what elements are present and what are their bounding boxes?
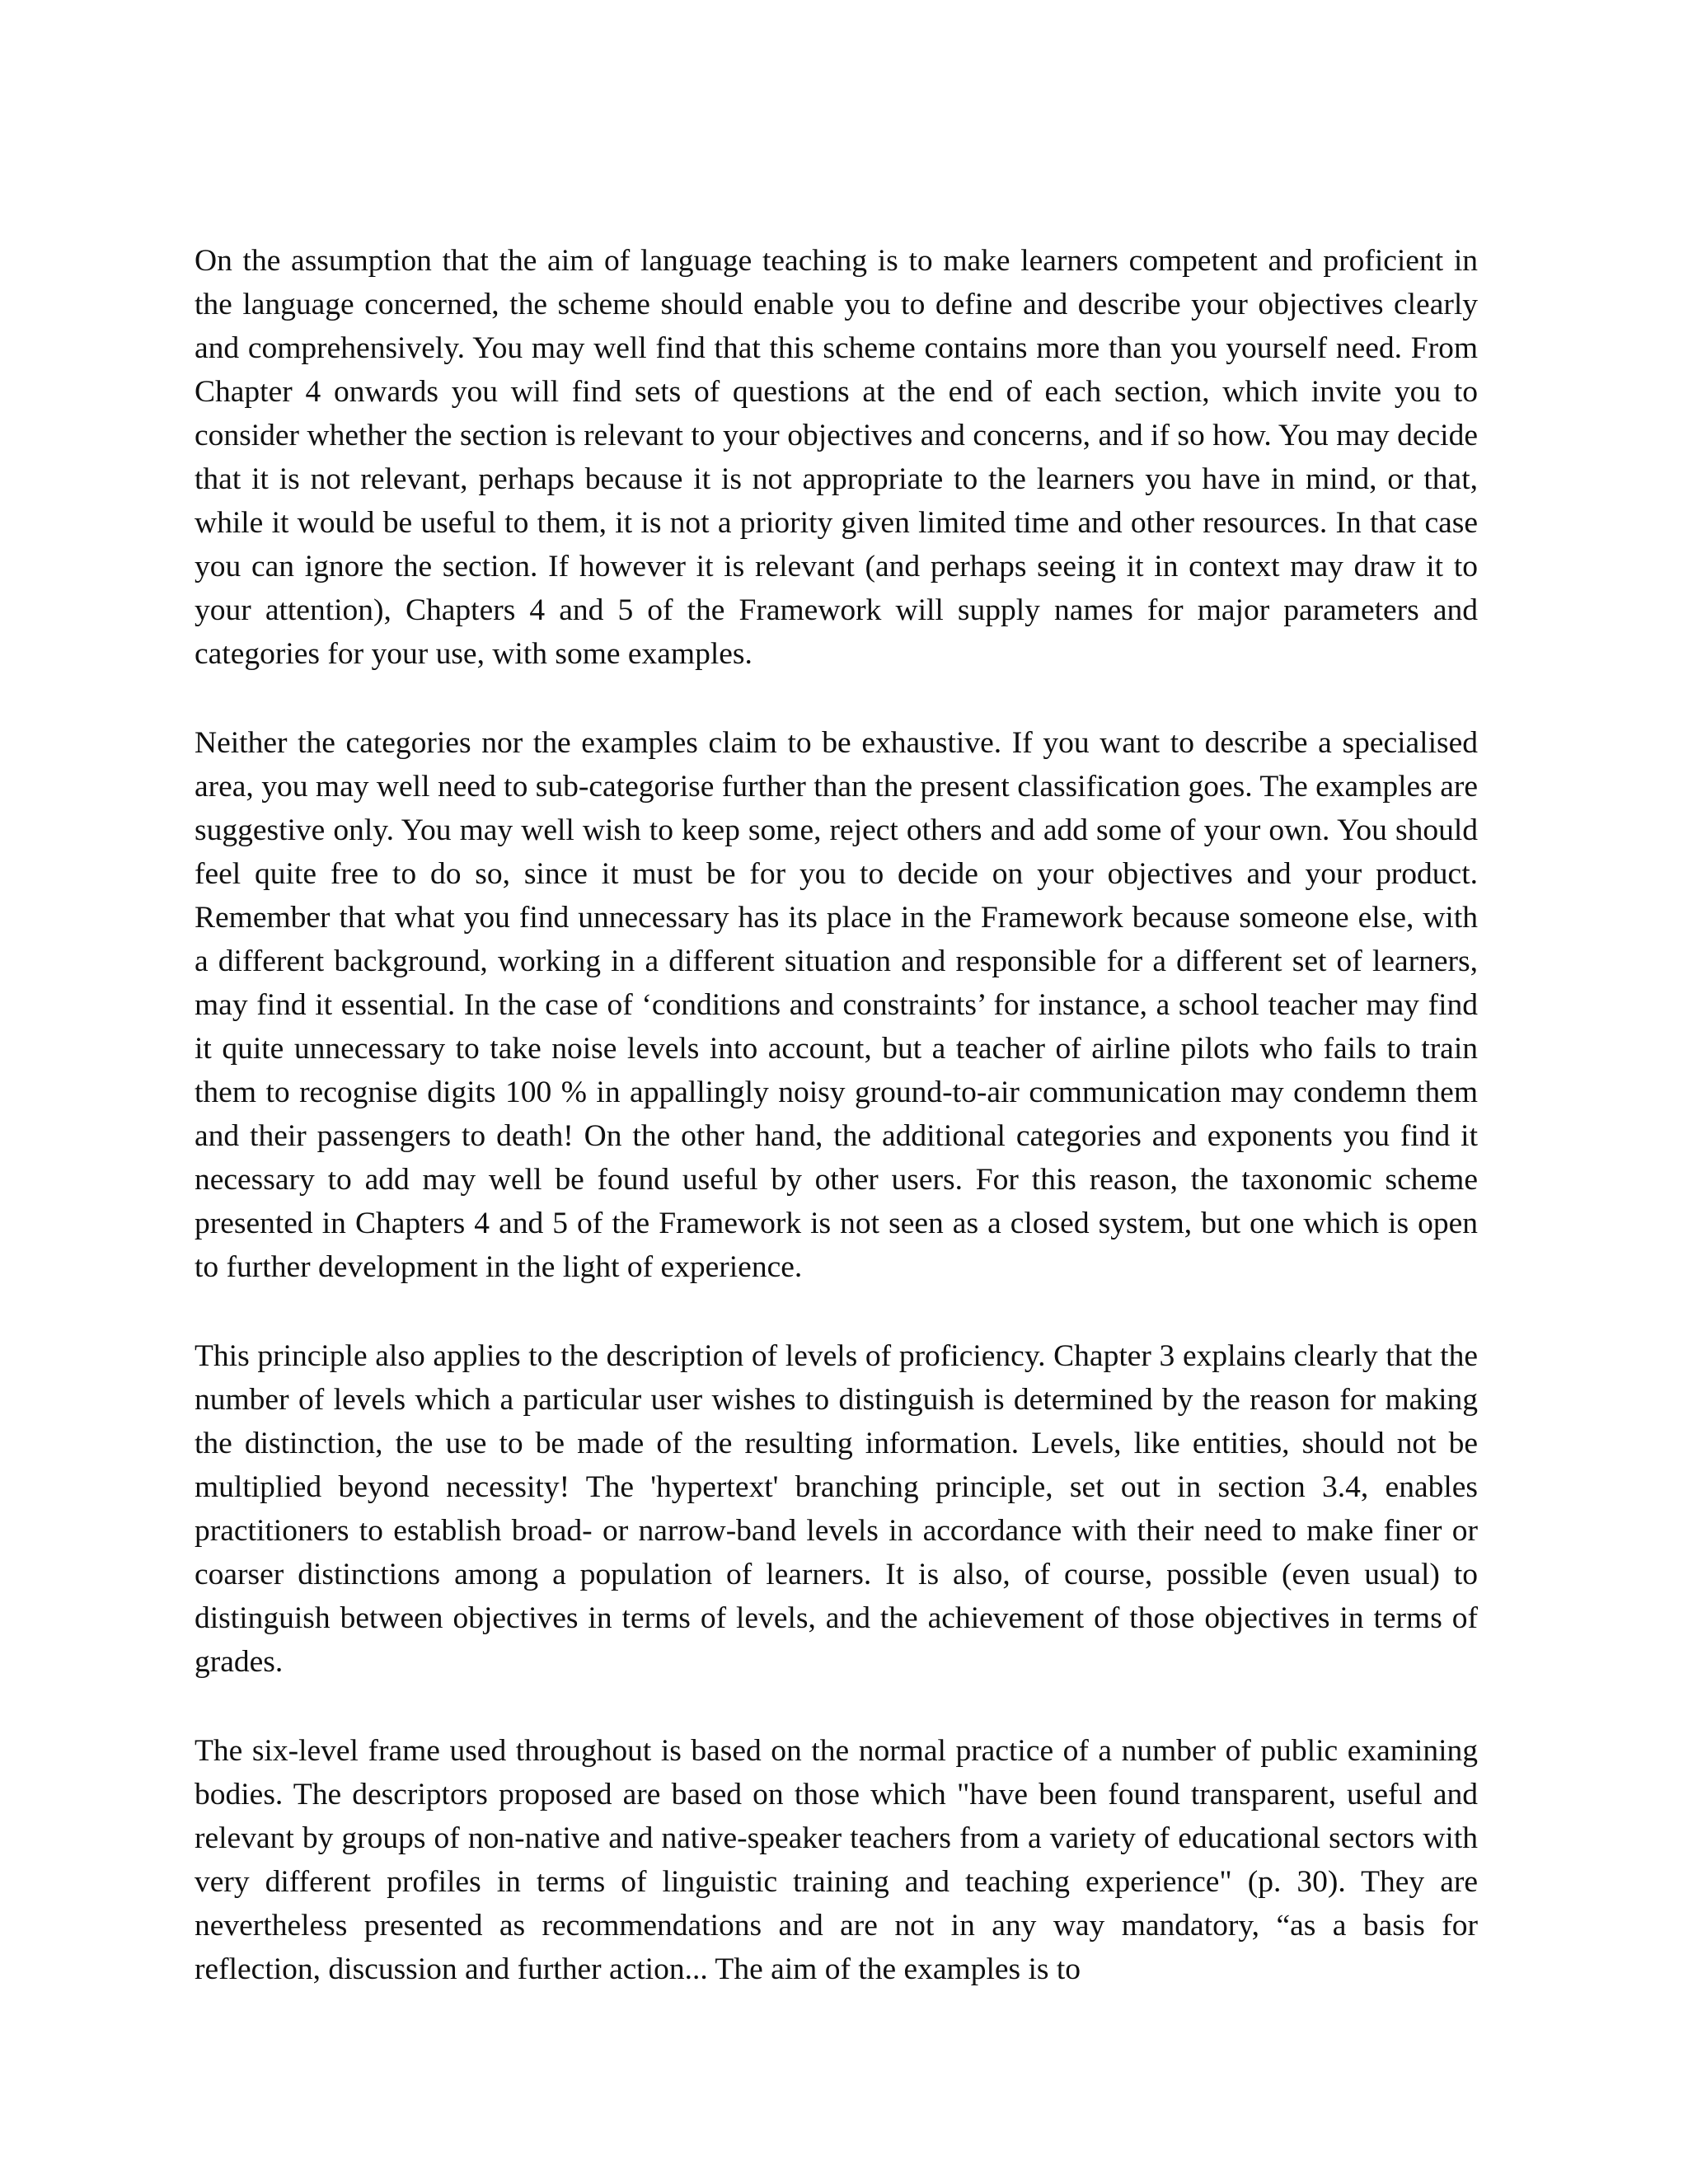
paragraph-objectives: On the assumption that the aim of language teaching is to make learners competent and proficient in the language concerned, the scheme should enable you to define and describe your objectives clearly and comprehensively. You may well find that this scheme contains more than you yourself need. From Chapter 4 onwards you will find sets of questions at the end of each section, which invite you to consider whether the section is relevant to your objectives and concerns, and if so how. You may decide that it is not relevant, perhaps because it is not appropriate to the learners you have in mind, or that, while it would be useful to them, it is not a priority given limited time and other resources. In that case you can ignore the section. If however it is relevant (and perhaps seeing it in context may draw it to your attention), Chapters 4 and 5 of the Framework will supply names for major parameters and categories for your use, with some examples.: [195, 244, 1478, 671]
paragraph-six-level-frame: The six-level frame used throughout is based on the normal practice of a number of public examining bodies. The descriptors proposed are based on those which "have been found transparent, useful and relevant by groups of non-native and native-speaker teachers from a variety of educational sectors with very different profiles in terms of linguistic training and teaching experience" (p. 30). They are nevertheless presented as recommendations and are not in any way mandatory, “as a basis for reflection, discussion and further action... The aim of the examples is to: [195, 1734, 1478, 1986]
paragraph-levels: This principle also applies to the description of levels of proficiency. Chapter 3 explains clearly that the number of levels which a particular user wishes to distinguish is determined by the reason for making the distinction, the use to be made of the resulting information. Levels, like entities, should not be multiplied beyond necessity! The 'hypertext' branching principle, set out in section 3.4, enables practitioners to establish broad- or narrow-band levels in accordance with their need to make finer or coarser distinctions among a population of learners. It is also, of course, possible (even usual) to distinguish between objectives in terms of levels, and the achievement of those objectives in terms of grades.: [195, 1339, 1478, 1679]
paragraph-categories: Neither the categories nor the examples claim to be exhaustive. If you want to describe a specialised area, you may well need to sub-categorise further than the present classification goes. The examples are suggestive only. You may well wish to keep some, reject others and add some of your own. You should feel quite free to do so, since it must be for you to decide on your objectives and your product. Remember that what you find unnecessary has its place in the Framework because someone else, with a different background, working in a different situation and responsible for a different set of learners, may find it essential. In the case of ‘conditions and constraints’ for instance, a school teacher may find it quite unnecessary to take noise levels into account, but a teacher of airline pilots who fails to train them to recognise digits 100 % in appallingly noisy ground-to-air communication may condemn them and their passengers to death! On the other hand, the additional categories and exponents you find it necessary to add may well be found useful by other users. For this reason, the taxonomic scheme presented in Chapters 4 and 5 of the Framework is not seen as a closed system, but one which is open to further development in the light of experience.: [195, 726, 1478, 1284]
document-body: [195, 239, 1478, 1991]
